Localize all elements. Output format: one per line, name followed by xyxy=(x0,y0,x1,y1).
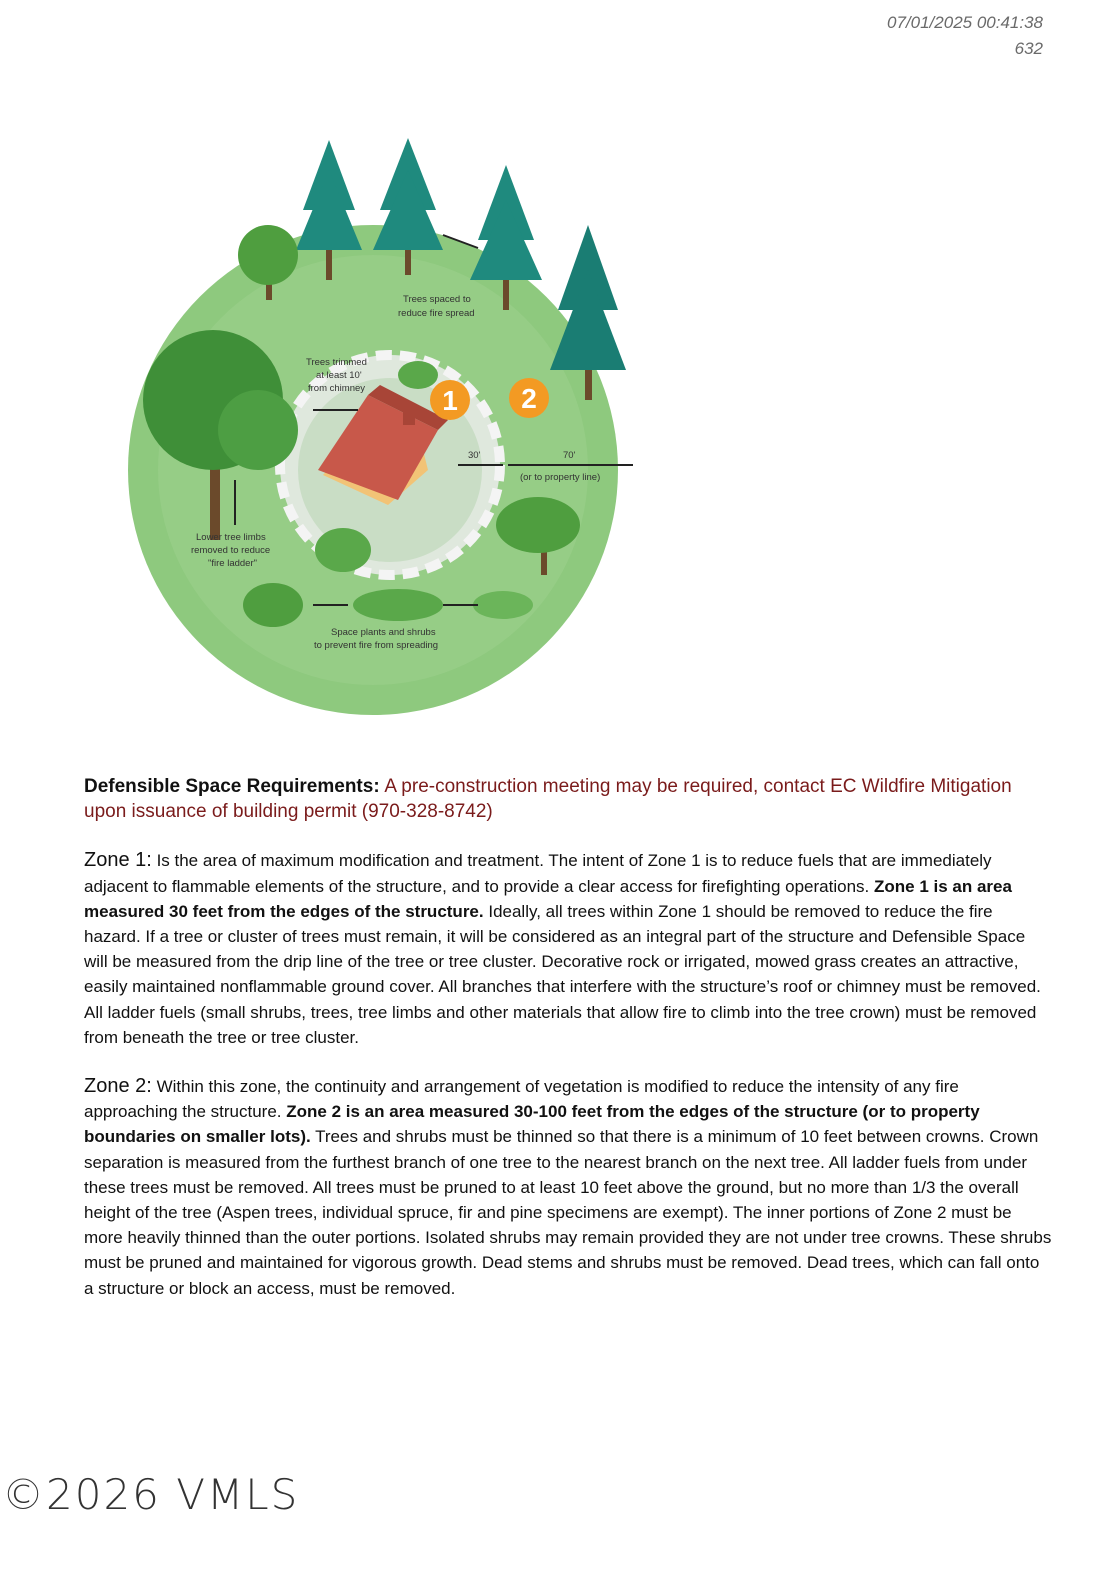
page-number: 632 xyxy=(1014,39,1043,58)
zone-1-paragraph xyxy=(84,848,1052,1050)
label-trees-spaced: Trees spaced to xyxy=(403,294,471,305)
shrub xyxy=(315,528,371,572)
zone-2-title: Zone 2: xyxy=(84,1075,152,1098)
label-space-plants: to prevent fire from spreading xyxy=(314,640,439,651)
label-trees-spaced: reduce fire spread xyxy=(398,308,475,319)
label-space-plants: Space plants and shrubs xyxy=(331,627,436,638)
label-70-feet: 70' xyxy=(563,450,576,461)
shrub xyxy=(353,589,443,621)
requirements-text: A pre-construction meeting may be required, contact EC Wildfire Mitigation upon issuance of building permit (970-328-8742) xyxy=(84,776,1012,823)
label-trees-trimmed: Trees trimmed xyxy=(306,357,367,368)
label-lower-limbs: Lower tree limbs xyxy=(196,532,266,543)
requirements-title: Defensible Space Requirements: xyxy=(84,776,380,797)
document-body xyxy=(84,774,1052,1325)
shrub xyxy=(473,591,533,619)
label-lower-limbs: removed to reduce xyxy=(191,545,271,556)
zone-2-text-b: Trees and shrubs must be thinned so that there is a minimum of 10 feet between crowns. Crown separation is measured from the furthest branch of one tree to the nearest branch on the next tree. All ladder fuels from under these trees must be removed. All trees must be pruned to at least 10 feet above the ground, but no more than 1/3 the overall height of the tree (Aspen trees, individual spruce, fir and pine specimens are exempt). The inner portions of Zone 2 must be more heavily thinned than the outer portions. Isolated shrubs may remain provided they are not under tree crowns. These shrubs must be pruned and maintained for vigorous growth. Dead stems and shrubs must be removed. Dead trees, which can fall onto a structure or block an access, must be removed. xyxy=(84,1127,1052,1298)
timestamp: 07/01/2025 00:41:38 xyxy=(887,13,1043,32)
zone-1-title: Zone 1: xyxy=(84,849,152,872)
requirements-paragraph xyxy=(84,774,1052,824)
zone-1-badge-number: 1 xyxy=(442,385,458,416)
label-trees-trimmed: from chimney xyxy=(308,383,366,394)
zone-2-text-a: Within this zone, the continuity and arrangement of vegetation is modified to reduce the intensity of any fire approaching the structure. xyxy=(84,1077,959,1122)
label-trees-trimmed: at least 10' xyxy=(316,370,362,381)
shrub xyxy=(243,583,303,627)
zone-1-text-a: Is the area of maximum modification and treatment. The intent of Zone 1 is to reduce fuels that are immediately adjacent to flammable elements of the structure, and to provide a clear access for firefighting operations. xyxy=(84,851,992,896)
zone-2-badge-number: 2 xyxy=(521,383,537,414)
zone-2-bold: Zone 2 is an area measured 30-100 feet from the edges of the structure (or to property boundaries on smaller lots). xyxy=(84,1102,980,1147)
defensible-space-illustration xyxy=(118,130,658,720)
shrub xyxy=(398,361,438,389)
page-header-meta xyxy=(887,10,1043,62)
label-lower-limbs: "fire ladder" xyxy=(208,558,257,569)
copyright-watermark: ©2026 VMLS xyxy=(2,1470,300,1519)
label-30-feet: 30' xyxy=(468,450,481,461)
zone-1-bold: Zone 1 is an area measured 30 feet from the edges of the structure. xyxy=(84,876,1012,921)
label-property-line: (or to property line) xyxy=(520,472,601,483)
zone-2-paragraph xyxy=(84,1074,1052,1301)
zone-1-text-b: Ideally, all trees within Zone 1 should be removed to reduce the fire hazard. If a tree or cluster of trees must remain, it will be considered as an integral part of the structure and Defensible Space will be measured from the drip line of the tree or tree cluster. Decorative rock or irrigated, mowed grass creates an attractive, easily maintained nonflammable ground cover. All branches that interfere with the structure’s roof or chimney must be removed. All ladder fuels (small shrubs, trees, tree limbs and other materials that allow fire to climb into the tree crown) must be removed from beneath the tree or tree cluster. xyxy=(84,901,1041,1047)
